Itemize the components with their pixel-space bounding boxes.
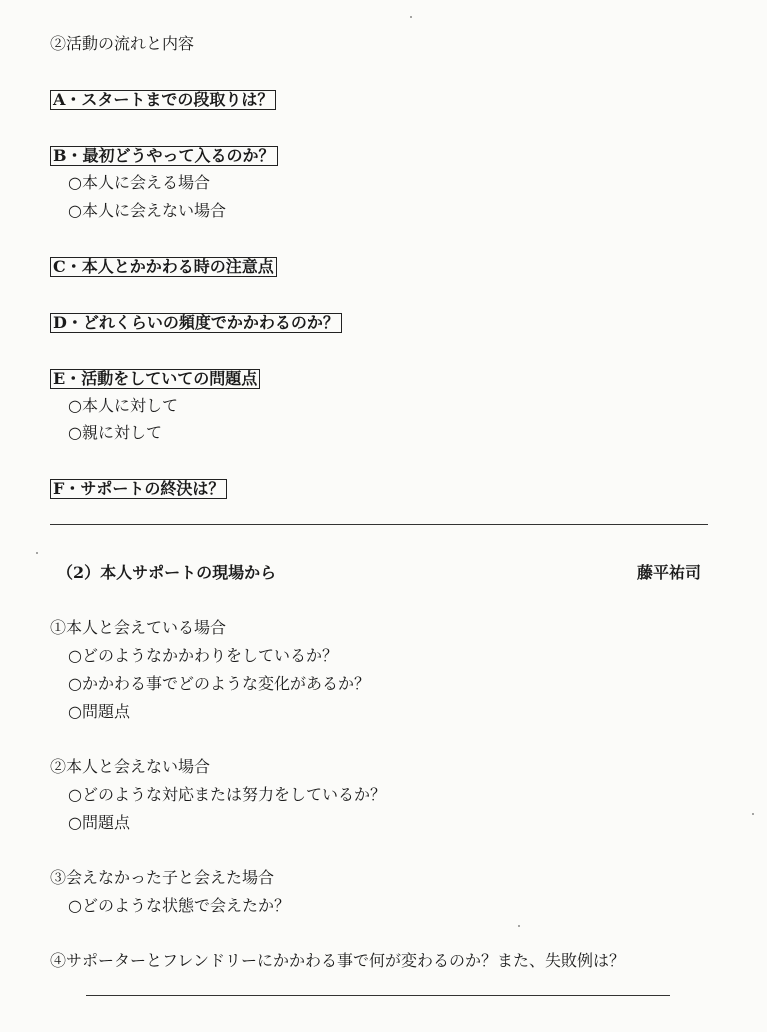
section-heading: ②活動の流れと内容 — [50, 34, 195, 53]
question-4: ④サポーターとフレンドリーにかかわる事で何が変わるのか？また、失敗例は？ — [50, 951, 625, 970]
scan-speck — [410, 16, 412, 18]
item-a-heading: A・スタートまでの段取りは？ — [50, 90, 276, 110]
item-b-sub-1: ○本人に会える場合 — [68, 173, 210, 192]
item-b-heading: B・最初どうやって入るのか？ — [50, 146, 278, 166]
item-e-heading: E・活動をしていての問題点 — [50, 369, 260, 389]
question-1-sub-3: ○問題点 — [68, 702, 130, 721]
question-1-sub-2: ○かかわる事でどのような変化があるか？ — [68, 674, 370, 693]
question-2-sub-1: ○どのような対応または努力をしているか？ — [68, 785, 386, 804]
question-2: ②本人と会えない場合 — [50, 757, 211, 776]
scan-speck — [36, 552, 38, 554]
question-2-sub-2: ○問題点 — [68, 813, 130, 832]
item-e-sub-2: ○親に対して — [68, 423, 162, 442]
item-d-heading: D・どれくらいの頻度でかかわるのか？ — [50, 313, 342, 333]
scan-speck — [752, 813, 754, 815]
item-f-heading: F・サポートの終決は？ — [50, 479, 227, 499]
question-3: ③会えなかった子と会えた場合 — [50, 868, 275, 887]
item-c-heading: C・本人とかかわる時の注意点 — [50, 257, 277, 277]
question-1: ①本人と会えている場合 — [50, 618, 227, 637]
question-1-sub-1: ○どのようなかかわりをしているか？ — [68, 646, 338, 665]
section2-title: （2）本人サポートの現場から — [57, 563, 277, 582]
section-divider — [50, 524, 708, 525]
question-3-sub-1: ○どのような状態で会えたか？ — [68, 896, 290, 915]
item-b-sub-2: ○本人に会えない場合 — [68, 201, 226, 220]
scan-speck — [518, 925, 520, 927]
author-name: 藤平祐司 — [637, 563, 702, 582]
item-e-sub-1: ○本人に対して — [68, 396, 178, 415]
bottom-divider — [86, 995, 670, 996]
